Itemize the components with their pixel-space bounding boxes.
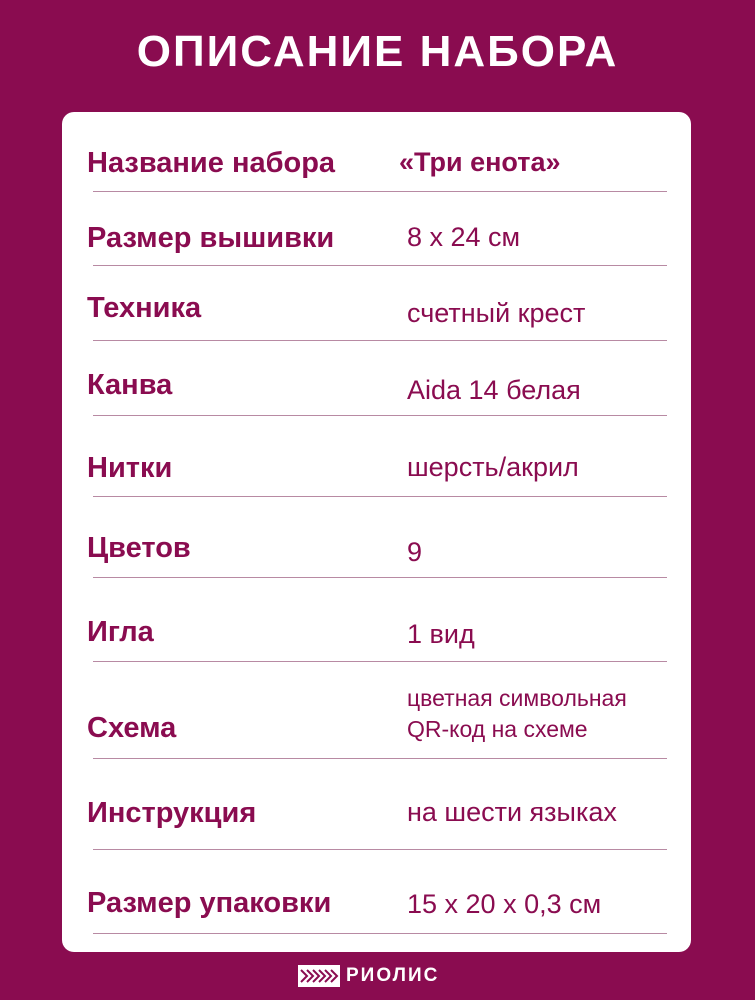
row-label: Схема	[87, 712, 177, 744]
row-label: Канва	[87, 369, 173, 401]
row-value-line2: QR-код на схеме	[407, 716, 588, 742]
row-value: 15 х 20 х 0,3 см	[407, 889, 602, 919]
row-value: Aida 14 белая	[407, 375, 581, 405]
row-label: Игла	[87, 616, 154, 648]
row-divider	[93, 265, 667, 266]
row-divider	[93, 933, 667, 934]
row-value: на шести языках	[407, 797, 617, 827]
row-divider	[93, 849, 667, 850]
brand-logo	[298, 962, 439, 990]
row-label: Размер вышивки	[87, 222, 335, 254]
row-value-line1: цветная символьная	[407, 685, 627, 711]
row-label: Инструкция	[87, 797, 257, 829]
row-value: 8 х 24 см	[407, 222, 521, 252]
row-value: счетный крест	[407, 298, 586, 328]
row-divider	[93, 415, 667, 416]
row-divider	[93, 577, 667, 578]
row-value: 9	[407, 537, 423, 567]
row-label: Техника	[87, 292, 202, 324]
row-value: шерсть/акрил	[407, 452, 579, 482]
riolis-logo-icon	[298, 965, 340, 987]
row-label: Нитки	[87, 452, 173, 484]
row-value: 1 вид	[407, 619, 475, 649]
row-divider	[93, 496, 667, 497]
row-divider	[93, 340, 667, 341]
set-description-card	[62, 112, 691, 952]
row-value: «Три енота»	[399, 147, 561, 177]
row-label: Название набора	[87, 147, 336, 179]
row-divider	[93, 758, 667, 759]
row-divider	[93, 661, 667, 662]
row-label: Цветов	[87, 532, 191, 564]
row-divider	[93, 191, 667, 192]
page-title: ОПИСАНИЕ НАБОРА	[136, 27, 619, 76]
row-label: Размер упаковки	[87, 887, 332, 919]
brand-name: РИОЛИС	[346, 965, 440, 986]
